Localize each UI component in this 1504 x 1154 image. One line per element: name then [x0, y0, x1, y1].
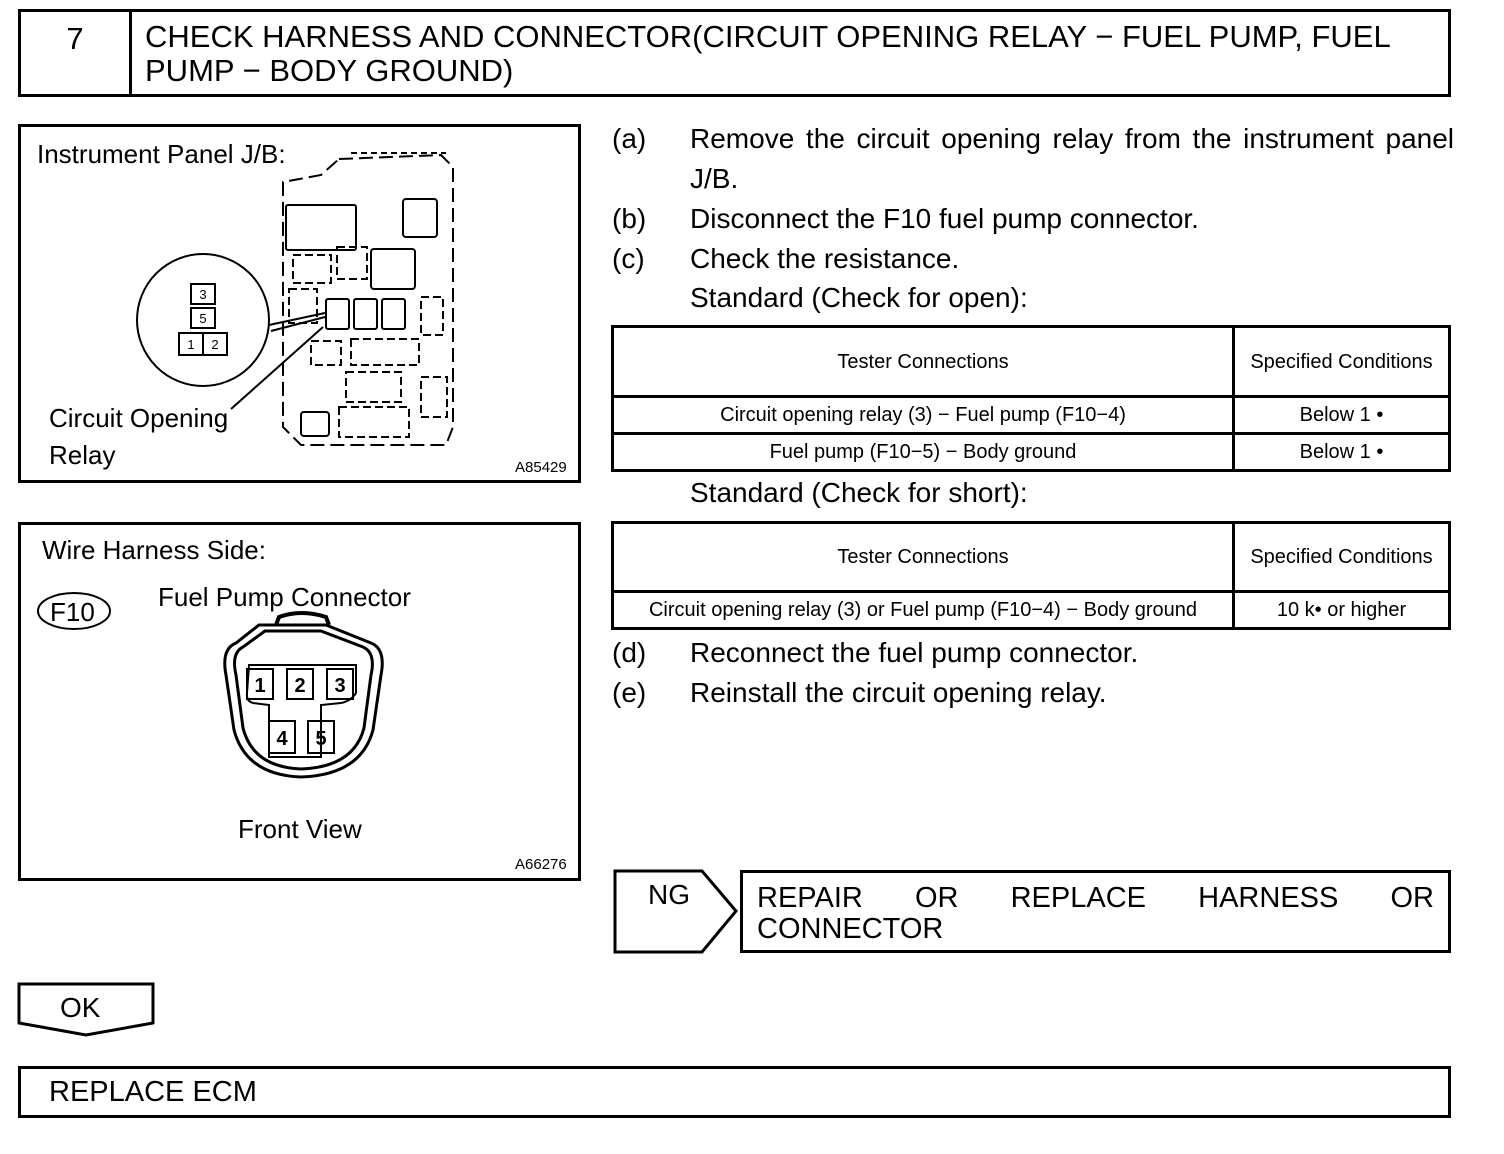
table-row [613, 592, 1450, 629]
cell-condition: Below 1 • [1234, 434, 1450, 471]
connector-pin-4: 4 [276, 728, 288, 750]
step-text: Disconnect the F10 fuel pump connector. [690, 203, 1199, 234]
connector-figure [18, 522, 581, 881]
connector-pin-2: 2 [294, 675, 306, 697]
step-text: Reconnect the fuel pump connector. [690, 637, 1139, 668]
step-b [612, 199, 1454, 239]
step-text: Remove the circuit opening relay from the instrument panel J/B. [690, 123, 1454, 194]
connector-name: Fuel Pump Connector [158, 582, 411, 612]
step-marker: (d) [612, 637, 647, 668]
table-row [613, 434, 1450, 471]
jb-pin-5: 5 [199, 311, 207, 326]
connector-pin-1: 1 [254, 675, 266, 697]
step-d [612, 633, 1454, 673]
jb-pin-2: 2 [211, 337, 219, 352]
ng-result-line1: REPAIR OR REPLACE HARNESS OR [757, 882, 1434, 914]
col-header-connections: Tester Connections [613, 327, 1234, 397]
step-text: Check the resistance. [690, 243, 960, 274]
jb-pin-1: 1 [187, 337, 195, 352]
table-row [613, 397, 1450, 434]
col-header-connections: Tester Connections [613, 523, 1234, 592]
step-marker: (e) [612, 677, 647, 708]
step-c [612, 239, 1454, 279]
relay-callout-line2: Relay [49, 440, 116, 470]
junction-block-figure [18, 124, 581, 483]
step-marker: (c) [612, 243, 645, 274]
step-header [18, 9, 1451, 97]
ng-result-box [740, 870, 1451, 953]
connector-pin-5: 5 [315, 728, 327, 750]
cell-connection: Circuit opening relay (3) or Fuel pump (F10−4) − Body ground [613, 592, 1234, 629]
harness-side-label: Wire Harness Side: [42, 535, 266, 565]
step-e [612, 673, 1454, 713]
step-marker: (a) [612, 123, 647, 154]
cell-condition: Below 1 • [1234, 397, 1450, 434]
final-action-box: REPLACE ECM [18, 1066, 1451, 1118]
cell-connection: Circuit opening relay (3) − Fuel pump (F10−4) [613, 397, 1234, 434]
figure-code: A85429 [515, 459, 567, 476]
step-title: CHECK HARNESS AND CONNECTOR(CIRCUIT OPENING RELAY − FUEL PUMP, FUEL PUMP − BODY GROUND) [145, 19, 1390, 88]
ok-label: OK [60, 992, 101, 1023]
figure-code: A66276 [515, 856, 567, 873]
jb-label: Instrument Panel J/B: [37, 139, 286, 169]
short-check-table [611, 521, 1451, 630]
ng-result-line2: CONNECTOR [757, 913, 944, 945]
step-marker: (b) [612, 203, 647, 234]
cell-condition: 10 k• or higher [1234, 592, 1450, 629]
view-label: Front View [238, 814, 362, 844]
col-header-conditions: Specified Conditions [1234, 327, 1450, 397]
cell-connection: Fuel pump (F10−5) − Body ground [613, 434, 1234, 471]
open-check-heading: Standard (Check for open): [690, 282, 1028, 313]
step-a [612, 119, 1454, 199]
connector-pin-3: 3 [334, 675, 346, 697]
step-text: Reinstall the circuit opening relay. [690, 677, 1107, 708]
jb-pin-3: 3 [199, 287, 207, 302]
col-header-conditions: Specified Conditions [1234, 523, 1450, 592]
connector-badge: F10 [50, 597, 95, 627]
relay-callout-line1: Circuit Opening [49, 403, 229, 433]
step-number: 7 [21, 12, 132, 94]
short-check-heading: Standard (Check for short): [690, 477, 1028, 508]
open-check-table [611, 325, 1451, 472]
ng-label: NG [648, 879, 690, 910]
